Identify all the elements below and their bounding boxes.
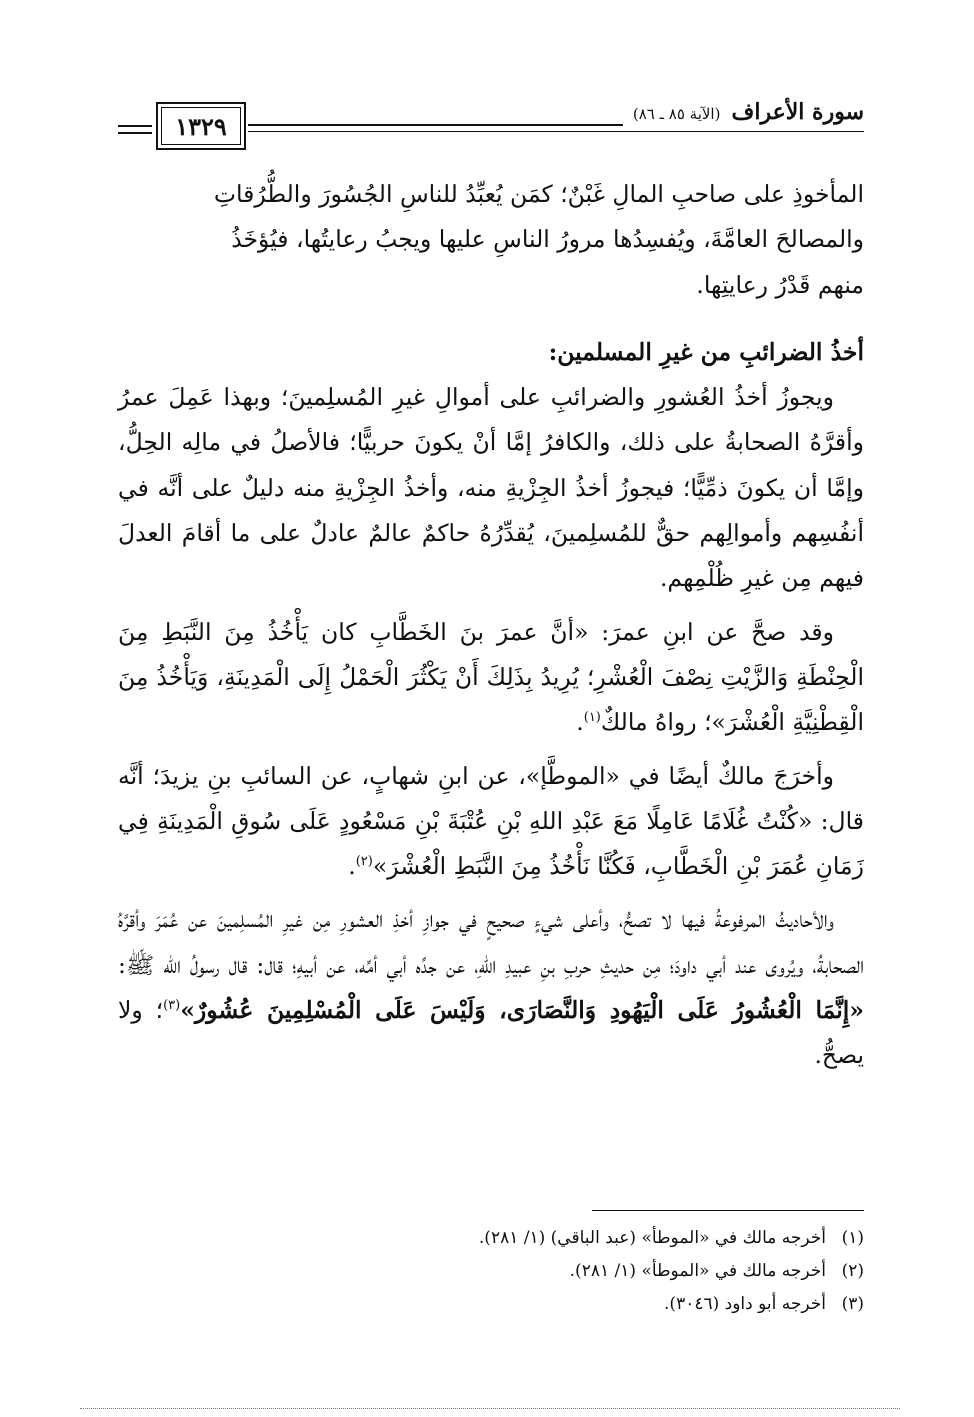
footnote-ref[interactable]: (٣) [163, 998, 181, 1014]
text-line: منهم قَدْرُ رعايتِها. [696, 270, 864, 299]
footnote [118, 1222, 864, 1255]
hadith-quote: «أنَّ عمرَ بنَ الخَطَّابِ كان يَأْخُذُ مِنَ النَّبَطِ مِنَ الْحِنْطَةِ وَالزَّيْتِ نِصْفَ الْعُشْرِ؛ يُرِيدُ بِذَلِكَ أَنْ يَكْثُرَ الْحَمْلُ إِلَى الْمَدِينَةِ، وَيَأْخُذُ مِنَ الْقِطْنِيَّةِ الْعُشْرَ» [118, 617, 864, 737]
scan-edge [80, 1408, 900, 1409]
footnote-text: أخرجه مالك في «الموطأ» (عبد الباقي) (١/ ٢٨١). [478, 1228, 826, 1248]
page-number: ١٣٢٩ [161, 107, 241, 145]
paragraph: وأخرَجَ مالكٌ أيضًا في «الموطَّإ»، عن ابنِ شهابٍ، عن السائبِ بنِ يزيدَ؛ أنَّه قال: «كُنْتُ غُلَامًا عَامِلًا مَعَ عَبْدِ اللهِ بْنِ عُتْبَةَ بْنِ مَسْعُودٍ عَلَى سُوقِ الْمَدِينَةِ فِي زَمَانِ عُمَرَ بْنِ الْخَطَّابِ، فَكُنَّا نَأْخُذُ مِنَ النَّبَطِ الْعُشْرَ»$^{(٢)}$. [118, 761, 864, 881]
page-number-frame [156, 102, 246, 150]
running-title [623, 100, 864, 126]
footnote-separator [592, 1210, 864, 1211]
footnote-number: (٣) [841, 1294, 864, 1314]
footnotes [118, 1222, 864, 1321]
paragraph-text: وأخرَجَ مالكٌ أيضًا في «الموطَّإ»، عن ابنِ شهابٍ، عن السائبِ بنِ يزيدَ؛ أنَّه قال: [118, 761, 864, 835]
footnote-text: أخرجه مالك في «الموطأ» (١/ ٢٨١). [569, 1261, 826, 1281]
header-rule [118, 125, 152, 127]
paragraph-text: والأحاديثُ المرفوعةُ فيها لا تصحُّ، وأعلى شيءٍ صحيحٍ في جوازِ أخذِ العشورِ مِن غيرِ المُسلِمينَ عن عُمَرَ وأقرَّهُ الصحابةُ، ويُروى عند أبي داودَ؛ مِن حديثِ حربِ بنِ عبيدِ اللهِ، عن جدِّه أبي أمِّه، عن أبيهِ؛ قال: قال رسولُ الله ﷺ: [118, 905, 864, 979]
paragraph: ويجوزُ أخذُ العُشورِ والضرائبِ على أموالِ غيرِ المُسلِمينَ؛ وبهذا عَمِلَ عمرُ وأقرَّهُ الصحابةُ على ذلك، والكافرُ إمَّا أنْ يكونَ حربيًّا؛ فالأصلُ في مالِه الحِلُّ، وإمَّا أن يكونَ ذمِّيًّا؛ فيجوزُ أخذُ الجِزْيةِ منه، وأخذُ الجِزْيةِ منه دليلٌ على أنَّه في أنفُسِهم وأموالِهم حقٌّ للمُسلِمينَ، يُقدِّرُهُ حاكمٌ عالمٌ عادلٌ على ما أقامَ العدلَ فيهم مِن غيرِ ظُلْمِهم. [118, 383, 864, 593]
surah-title: سورة الأعراف [731, 99, 864, 125]
footnote [118, 1255, 864, 1288]
header-rule [118, 132, 152, 134]
footnote-text: أخرجه أبو داود (٣٠٤٦). [664, 1294, 826, 1314]
page-header [118, 100, 864, 158]
footnote-number: (٢) [841, 1261, 864, 1281]
footnote [118, 1288, 864, 1321]
footnote-ref[interactable]: (٢) [355, 854, 373, 870]
paragraph-text: ؛ رواهُ مالكٌ [600, 708, 712, 737]
hadith-quote: «كُنْتُ غُلَامًا عَامِلًا مَعَ عَبْدِ اللهِ بْنِ عُتْبَةَ بْنِ مَسْعُودٍ عَلَى سُوقِ الْمَدِينَةِ فِي زَمَانِ عُمَرَ بْنِ الْخَطَّابِ، فَكُنَّا نَأْخُذُ مِنَ النَّبَطِ الْعُشْرَ» [118, 806, 864, 881]
paragraph [118, 897, 864, 1078]
paragraph-text: ؛ ولا يصحُّ. [118, 996, 864, 1070]
header-rule [248, 131, 864, 132]
footnote-ref[interactable]: (١) [583, 710, 601, 726]
section-heading: أخذُ الضرائبِ من غيرِ المسلمين: [548, 337, 864, 366]
text-line: والمصالحَ العامَّةَ، ويُفسِدُها مرورُ الناسِ عليها ويجبُ رعايتُها، فيُؤخَذُ [231, 225, 864, 254]
footnote-number: (١) [841, 1228, 864, 1248]
main-text [118, 172, 864, 1079]
text-line: المأخوذِ على صاحبِ المالِ غَبْنٌ؛ كمَن يُعبِّدُ للناسِ الجُسُورَ والطُّرُقاتِ [213, 180, 864, 208]
ayah-range: (الآية ٨٥ ـ ٨٦) [632, 105, 721, 123]
paragraph-text: وقد صحَّ عن ابنِ عمرَ: [601, 617, 834, 646]
hadith-quote: «إِنَّمَا الْعُشُورُ عَلَى الْيَهُودِ وَالنَّصَارَى، وَلَيْسَ عَلَى الْمُسْلِمِينَ عُشُورٌ» [180, 996, 864, 1025]
paragraph: وقد صحَّ عن ابنِ عمرَ: «أنَّ عمرَ بنَ الخَطَّابِ كان يَأْخُذُ مِنَ النَّبَطِ مِنَ الْحِنْطَةِ وَالزَّيْتِ نِصْفَ الْعُشْرِ؛ يُرِيدُ بِذَلِكَ أَنْ يَكْثُرَ الْحَمْلُ إِلَى الْمَدِينَةِ، وَيَأْخُذُ مِنَ الْقِطْنِيَّةِ الْعُشْرَ»؛ رواهُ مالكٌ$^{(١)}$. [118, 617, 864, 737]
